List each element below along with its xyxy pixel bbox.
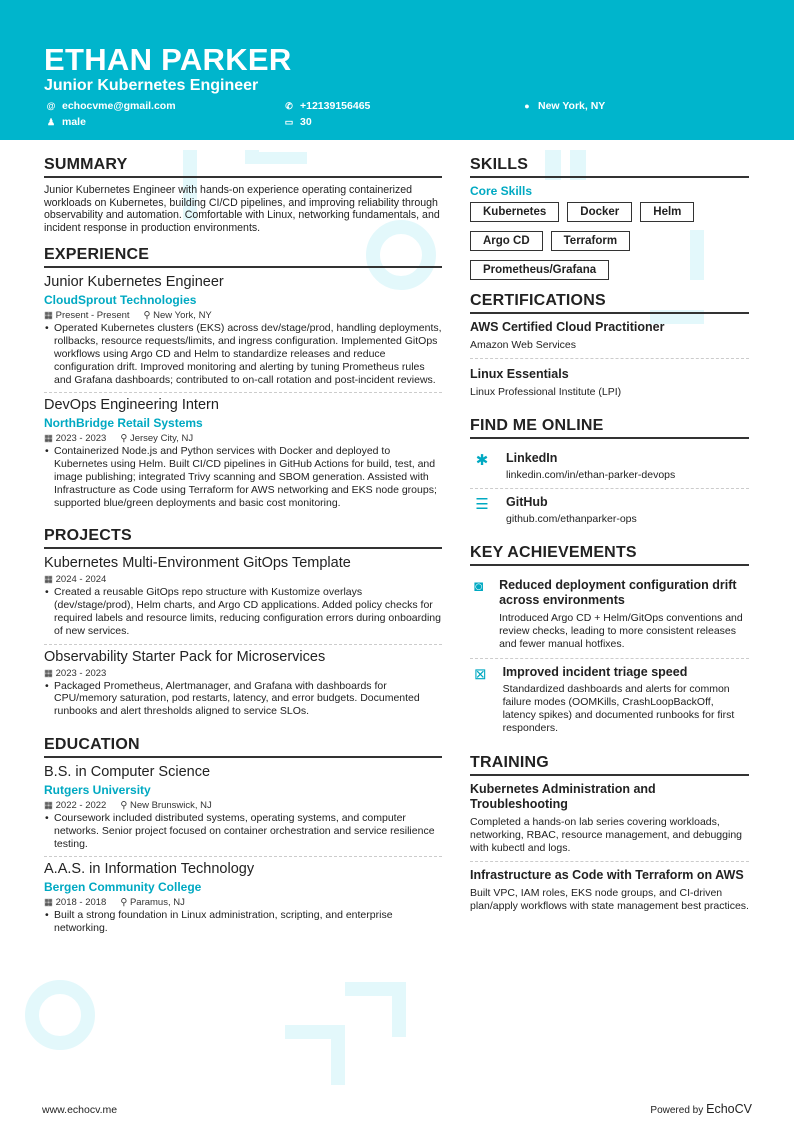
job-title: DevOps Engineering Intern — [44, 397, 219, 414]
achievement-text: Standardized dashboards and alerts for common failure modes (OOMKills, CrashLoopBackOff, latency spikes) and documented runbooks for first responders. — [502, 683, 735, 734]
location-text: Paramus, NJ — [129, 897, 185, 909]
skills-section — [470, 156, 749, 280]
project-entry — [44, 649, 442, 724]
contact-phone — [284, 100, 370, 112]
entry-meta — [44, 668, 442, 679]
entry-meta — [44, 800, 442, 811]
date-range: ▦ 2023 - 2023 — [44, 433, 107, 445]
summary-text: Junior Kubernetes Engineer with hands-on experience operating containerized workloads on Kubernetes, building CI/CD pipelines, and improving reliability through observability and automation. Comfortable with Linux, networking fundamentals, and incident response in production environments. — [44, 184, 440, 234]
section-heading: FIND ME ONLINE — [470, 417, 749, 439]
dates: 2023 - 2023 — [55, 667, 107, 679]
experience-entry — [44, 274, 442, 393]
contact-email — [46, 100, 176, 112]
age-text: 30 — [300, 116, 312, 128]
bullet: • Built a strong foundation in Linux administration, scripting, and enterprise networking. — [44, 909, 442, 935]
dates: 2018 - 2018 — [55, 897, 107, 909]
at-icon: @ — [46, 101, 56, 111]
experience-section — [44, 246, 442, 515]
dates: Present - Present — [55, 310, 130, 322]
candidate-title: Junior Kubernetes Engineer — [44, 77, 259, 94]
skills-subheading: Core Skills — [470, 184, 533, 198]
location: ⚲ Paramus, NJ — [120, 897, 185, 909]
link-url[interactable]: linkedin.com/in/ethan-parker-devops — [506, 469, 676, 481]
skill-tag: Kubernetes — [470, 202, 559, 222]
bullet: • Created a reusable GitOps repo structure with Kustomize overlays (dev/stage/prod), Helm charts, and Argo CD applications. Added policy checks for required labels and resource limits, reducing configuration errors during onboarding of new services. — [44, 586, 442, 637]
skill-tag: Helm — [640, 202, 694, 222]
header — [0, 0, 794, 140]
date-range: ▦ Present - Present — [44, 310, 130, 322]
location-text: New York, NY — [153, 310, 212, 322]
school-name: Bergen Community College — [44, 880, 202, 895]
left-column — [44, 156, 442, 953]
link-url[interactable]: github.com/ethanparker-ops — [506, 513, 637, 525]
email-text: echocvme@gmail.com — [62, 100, 176, 112]
date-range: ▦ 2023 - 2023 — [44, 667, 107, 679]
location-text: Jersey City, NJ — [129, 433, 194, 445]
project-entry — [44, 555, 442, 644]
section-heading: SKILLS — [470, 156, 749, 178]
school-name: Rutgers University — [44, 782, 151, 797]
cert-name: Linux Essentials — [470, 367, 569, 381]
skill-tag: Argo CD — [470, 231, 543, 251]
education-section — [44, 736, 442, 941]
bullet: • Containerized Node.js and Python services with Docker and deployed to Kubernetes using Helm. Built CI/CD pipelines in GitHub Actions for build, test, and image publishing; integrated Trivy scanning and SBOM generation. Assisted with Infrastructure as Code using Terraform for AWS networking and EKS node groups; supported blue/green deployments and basic cost monitoring. — [44, 445, 442, 509]
achievement-title: Improved incident triage speed — [502, 665, 688, 679]
decor-circle — [25, 980, 95, 1050]
location: ⚲ New York, NY — [143, 310, 212, 322]
projects-section — [44, 527, 442, 724]
location-text: New Brunswick, NJ — [129, 799, 212, 811]
training-text: Completed a hands-on lab series covering workloads, networking, RBAC, resource management, and debugging with kubectl and logs. — [470, 816, 742, 854]
dates: 2023 - 2023 — [55, 433, 107, 445]
training-title: Infrastructure as Code with Terraform on AWS — [470, 868, 744, 882]
location: ⚲ New Brunswick, NJ — [120, 799, 212, 811]
project-title: Kubernetes Multi-Environment GitOps Template — [44, 555, 351, 572]
bullet: • Coursework included distributed systems, operating systems, and computer networks. Senior project focused on container orchestration and service resilience testing. — [44, 812, 442, 850]
candidate-name: ETHAN PARKER — [44, 42, 292, 77]
decor-shape — [331, 1025, 345, 1085]
company-name: CloudSprout Technologies — [44, 293, 197, 308]
footer-site[interactable]: www.echocv.me — [42, 1104, 118, 1116]
education-entry — [44, 764, 442, 857]
online-link-linkedin[interactable] — [470, 445, 749, 489]
training-item — [470, 868, 749, 913]
achievement-text: Introduced Argo CD + Helm/GitOps conventions and review checks, leading to more consistent releases and fewer manual hotfixes. — [499, 612, 743, 650]
person-icon: ♟ — [46, 116, 56, 127]
contact-gender — [46, 116, 86, 128]
entry-meta — [44, 433, 442, 444]
bug-icon: ✱ — [475, 452, 489, 469]
cert-issuer: Amazon Web Services — [470, 339, 749, 359]
degree: A.A.S. in Information Technology — [44, 861, 255, 878]
phone-text: +12139156465 — [300, 100, 371, 112]
powered-label: Powered by — [650, 1105, 704, 1116]
training-item — [470, 782, 749, 862]
footer-powered — [650, 1102, 752, 1116]
online-link-github[interactable] — [470, 489, 749, 532]
brand-name: EchoCV — [706, 1102, 752, 1116]
section-heading: EDUCATION — [44, 736, 442, 758]
bullet: • Packaged Prometheus, Alertmanager, and Grafana with dashboards for CPU/memory saturation, pod restarts, latency, and error budgets. Documented runbooks and alert thresholds aligned to service SLOs. — [44, 680, 442, 718]
experience-entry — [44, 397, 442, 515]
summary-section — [44, 156, 442, 234]
bullet: • Operated Kubernetes clusters (EKS) across dev/stage/prod, handling deployments, rollbacks, resource requests/limits, and ingress configuration. Implemented GitOps workflows using Argo CD and Helm to standardize releases and reduce configuration drift. Improved monitoring and alerting by tuning Prometheus rules and Grafana dashboards; contributed to on-call rotation and post-incident reviews. — [44, 322, 442, 386]
entry-meta — [44, 897, 442, 908]
training-title: Kubernetes Administration and Troubleshooting — [470, 782, 656, 811]
contact-location — [522, 100, 605, 112]
certifications-section — [470, 292, 749, 405]
skill-tag: Terraform — [551, 231, 630, 251]
training-section — [470, 754, 749, 913]
calendar-icon: ▭ — [284, 116, 294, 127]
cert-name: AWS Certified Cloud Practitioner — [470, 320, 665, 334]
decor-shape — [392, 982, 406, 1037]
contact-age — [284, 116, 312, 128]
section-heading: PROJECTS — [44, 527, 442, 549]
company-name: NorthBridge Retail Systems — [44, 416, 203, 431]
job-title: Junior Kubernetes Engineer — [44, 274, 224, 291]
entry-meta — [44, 574, 442, 585]
link-name: LinkedIn — [506, 451, 558, 465]
date-range: ▦ 2018 - 2018 — [44, 897, 107, 909]
skill-tags — [470, 202, 740, 280]
section-heading: SUMMARY — [44, 156, 442, 178]
archive-icon: ⊠ — [474, 666, 487, 683]
section-heading: KEY ACHIEVEMENTS — [470, 544, 749, 566]
section-heading: CERTIFICATIONS — [470, 292, 749, 314]
achievement-title: Reduced deployment configuration drift across environments — [499, 578, 737, 607]
link-name: GitHub — [506, 495, 548, 509]
phone-icon: ✆ — [285, 100, 293, 111]
dates: 2024 - 2024 — [55, 574, 107, 586]
date-range: ▦ 2024 - 2024 — [44, 574, 107, 586]
section-heading: TRAINING — [470, 754, 749, 776]
achievements-section — [470, 544, 749, 742]
right-column — [470, 156, 749, 925]
camera-icon: ◙ — [474, 578, 484, 595]
entry-meta — [44, 310, 442, 321]
gender-text: male — [62, 116, 86, 128]
cert-issuer: Linux Professional Institute (LPI) — [470, 386, 622, 398]
skill-tag: Prometheus/Grafana — [470, 260, 609, 280]
date-range: ▦ 2022 - 2022 — [44, 799, 107, 811]
online-section — [470, 417, 749, 532]
location-pin-icon: ● — [524, 101, 530, 111]
education-entry — [44, 861, 442, 941]
location-text: New York, NY — [538, 100, 606, 112]
dates: 2022 - 2022 — [55, 799, 107, 811]
project-title: Observability Starter Pack for Microservices — [44, 648, 326, 665]
achievement-item — [470, 659, 749, 742]
location: ⚲ Jersey City, NJ — [120, 433, 194, 445]
sliders-icon: ☰ — [475, 496, 489, 513]
degree: B.S. in Computer Science — [44, 763, 211, 780]
achievement-item — [470, 572, 749, 659]
training-text: Built VPC, IAM roles, EKS node groups, and CI-driven plan/apply workflows with state management best practices. — [470, 887, 749, 912]
section-heading: EXPERIENCE — [44, 246, 442, 268]
skill-tag: Docker — [567, 202, 632, 222]
